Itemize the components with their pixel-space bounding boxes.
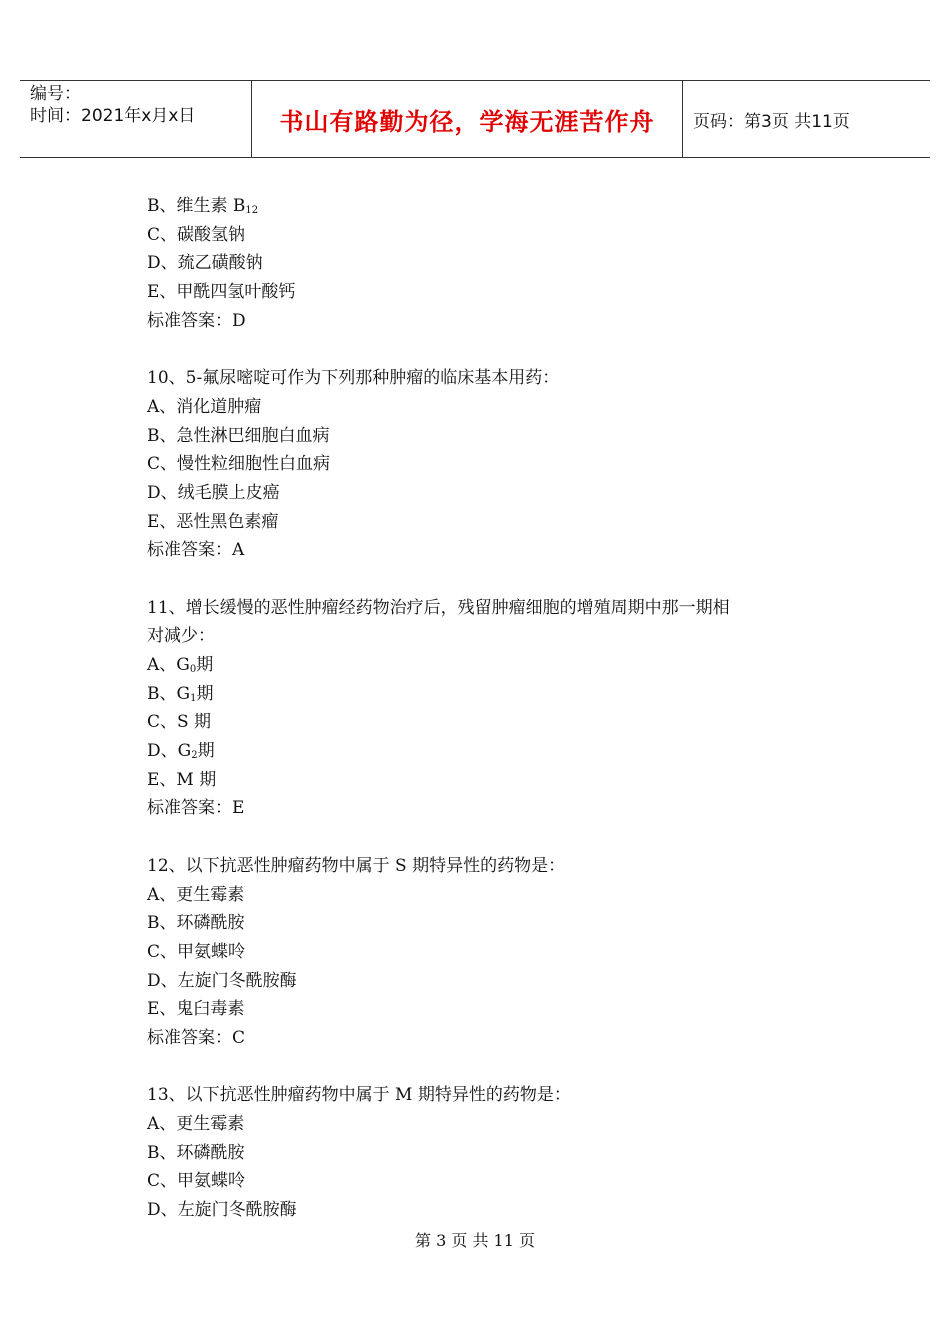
option-line: E、鬼臼毒素 <box>147 999 245 1020</box>
document-body <box>147 192 847 1225</box>
option-line: C、甲氨蝶呤 <box>147 941 246 962</box>
option-line: E、M 期 <box>147 769 217 790</box>
code-label: 编号： <box>30 84 81 104</box>
option-line: A、$G_0$期 <box>147 655 214 675</box>
question-stem: 10、5-氟尿嘧啶可作为下列那种肿瘤的临床基本用药： <box>147 368 560 389</box>
header-meta <box>20 81 252 157</box>
header-page-info: 页码：第3页 共11页 <box>693 111 850 132</box>
question-stem: 11、增长缓慢的恶性肿瘤经药物治疗后，残留肿瘤细胞的增殖周期中那一期相 <box>147 597 730 618</box>
option-line: D、绒毛膜上皮癌 <box>147 482 280 503</box>
question-stem: 13、以下抗恶性肿瘤药物中属于 M 期特异性的药物是： <box>147 1085 571 1106</box>
option-line: C、碳酸氢钠 <box>147 224 246 245</box>
header-page-cell <box>683 81 930 157</box>
header-motto-cell <box>252 81 683 157</box>
option-line: A、更生霉素 <box>147 884 245 905</box>
question-stem-cont: 对减少： <box>147 626 215 647</box>
motto-text: 书山有路勤为径，学海无涯苦作舟 <box>279 106 655 136</box>
question-stem: 12、以下抗恶性肿瘤药物中属于 S 期特异性的药物是： <box>147 855 566 876</box>
option-line: B、急性淋巴细胞白血病 <box>147 425 330 446</box>
option-line: A、消化道肿瘤 <box>147 396 262 417</box>
option-line: B、环磷酰胺 <box>147 1142 245 1163</box>
option-line: B、维生素 $B_{12}$ <box>147 196 259 216</box>
answer-line: 标准答案：A <box>147 540 245 561</box>
option-line: D、$G_2$期 <box>147 741 215 762</box>
page-footer: 第 3 页 共 11 页 <box>415 1231 535 1250</box>
answer-line: 标准答案：C <box>147 1027 246 1048</box>
option-line: C、甲氨蝶呤 <box>147 1171 246 1192</box>
time-label: 时间：2021年x月x日 <box>30 106 196 126</box>
option-line: E、甲酰四氢叶酸钙 <box>147 282 296 303</box>
answer-line: 标准答案：E <box>147 798 245 819</box>
option-line: B、环磷酰胺 <box>147 913 245 934</box>
option-line: A、更生霉素 <box>147 1114 245 1134</box>
page-header <box>20 80 930 158</box>
option-line: C、慢性粒细胞性白血病 <box>147 454 331 475</box>
option-line: B、$G_1$期 <box>147 683 214 704</box>
option-line: C、S 期 <box>147 712 212 733</box>
option-line: D、巯乙磺酸钠 <box>147 253 263 274</box>
option-line: E、恶性黑色素瘤 <box>147 511 279 532</box>
answer-line: 标准答案：D <box>147 310 246 331</box>
option-line: D、左旋门冬酰胺酶 <box>147 1200 297 1221</box>
option-line: D、左旋门冬酰胺酶 <box>147 970 297 991</box>
